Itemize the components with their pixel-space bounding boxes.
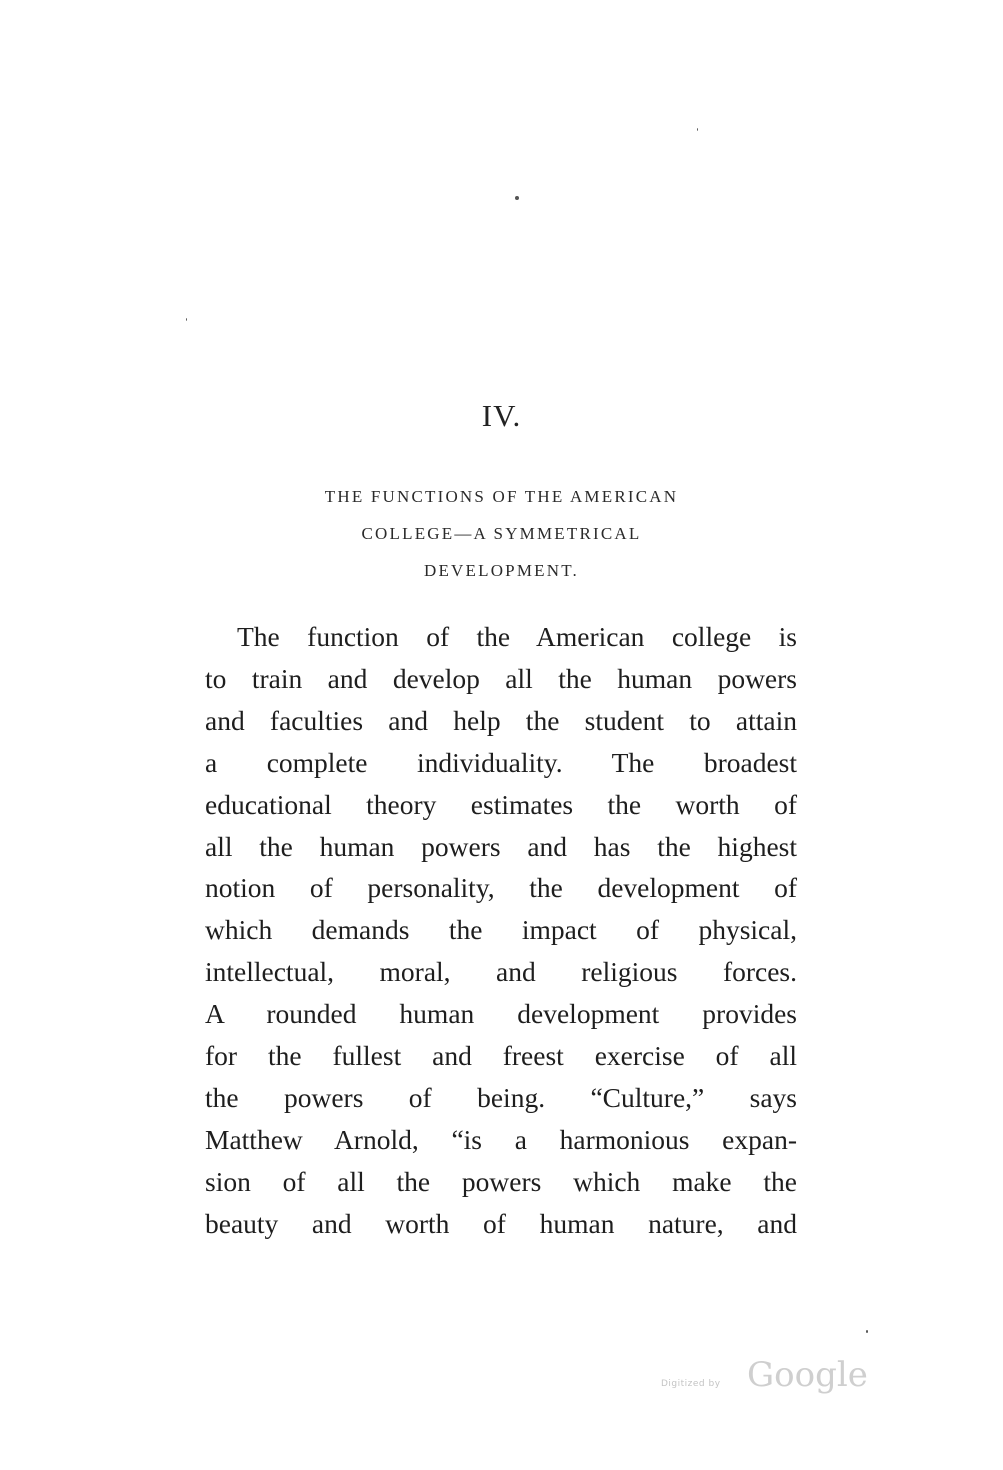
text-line: for the fullest and freest exercise of all [205,1040,797,1072]
text-line: all the human powers and has the highest [205,830,797,862]
watermark-prefix: Digitized by [661,1379,721,1389]
text-line: intellectual, moral, and religious forces. [205,956,797,988]
text-line: a complete individuality. The broadest [205,746,797,778]
google-watermark [655,1355,868,1405]
text-line: beauty and worth of human nature, and [205,1207,797,1239]
chapter-title-line: COLLEGE—A SYMMETRICAL [361,524,642,543]
chapter-number: IV. [481,398,522,433]
chapter-title [0,478,1003,589]
chapter-title-line: THE FUNCTIONS OF THE AMERICAN [324,487,679,506]
text-line: The function of the American college is [237,621,797,652]
watermark-brand: Google [747,1355,868,1395]
body-paragraph [205,616,797,1245]
text-line: and faculties and help the student to attain [205,704,797,736]
text-line: notion of personality, the development of [205,872,797,904]
scan-speck [186,318,187,321]
text-line: Matthew Arnold, “is a harmonious expan- [205,1123,797,1155]
scan-speck [866,1330,868,1333]
scan-speck [697,128,698,131]
text-line: the powers of being. “Culture,” says [205,1081,797,1113]
text-line: sion of all the powers which make the [205,1165,797,1197]
chapter-title-line: DEVELOPMENT. [424,561,579,580]
text-line: which demands the impact of physical, [205,914,797,946]
text-line: educational theory estimates the worth of [205,788,797,820]
text-line: A rounded human development provides [205,998,797,1030]
scan-speck [515,196,519,200]
text-line: to train and develop all the human powers [205,662,797,694]
